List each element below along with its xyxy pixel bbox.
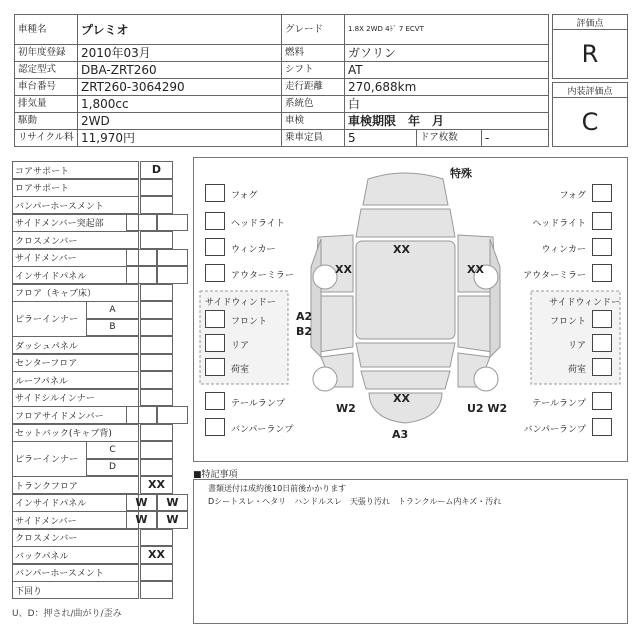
- row-mark-left: [126, 249, 157, 267]
- checkbox-left-3[interactable]: [205, 264, 225, 282]
- car-name-value: プレミオ: [77, 14, 282, 45]
- row-label: ルーフパネル: [12, 371, 139, 389]
- row-label: フロアサイドメンバー: [12, 406, 139, 424]
- notes-line-1: 書類送付は成約後10日前後かかります: [208, 484, 347, 493]
- row-mark: [140, 354, 173, 372]
- chassis-label: 車台番号: [14, 78, 78, 96]
- checkbox-right-0[interactable]: [592, 184, 612, 202]
- displacement-label: 排気量: [14, 95, 78, 113]
- checkbox-bottom-left-0[interactable]: [205, 392, 225, 410]
- label-bottom-right: テールランプ: [532, 399, 586, 409]
- row-mark: [140, 336, 173, 354]
- row-label: バンパーホースメント: [12, 196, 139, 214]
- side-window-left-title: サイドウィンドー: [205, 298, 276, 308]
- mileage-label: 走行距離: [281, 78, 345, 96]
- row-label: バックパネル: [12, 546, 139, 564]
- fuel-label: 燃料: [281, 44, 345, 62]
- checkbox-left-1[interactable]: [205, 212, 225, 230]
- row-label: クロスメンバー: [12, 529, 139, 547]
- row-mark: XX: [140, 476, 173, 494]
- label-side-right: リア: [567, 341, 586, 351]
- model-value: DBA-ZRT260: [77, 61, 282, 79]
- checkbox-bottom-right-1[interactable]: [592, 418, 612, 436]
- label-left-item: フォグ: [231, 191, 258, 201]
- chassis-value: ZRT260-3064290: [77, 78, 282, 96]
- capacity-label: 乗車定員: [281, 129, 345, 147]
- checkbox-bottom-left-1[interactable]: [205, 418, 225, 436]
- label-side-right: 荷室: [567, 365, 586, 375]
- inspection-value: 車検期限 年 月: [344, 112, 549, 130]
- row-mark-right: [157, 266, 188, 284]
- wheel-rear-left: [313, 367, 337, 391]
- row-mark-box: [140, 441, 173, 459]
- row-mark-box: [140, 319, 173, 337]
- color-label: 系統色: [281, 95, 345, 113]
- row-label: コアサポート: [12, 161, 139, 179]
- label-side-right: フロント: [549, 317, 586, 327]
- special-title: 特殊: [450, 167, 472, 180]
- label-side-left: フロント: [231, 317, 268, 327]
- row-label: フロア（キャブ床）: [12, 284, 139, 302]
- row-label: インサイドパネル: [12, 266, 139, 284]
- label-right-item: ヘッドライト: [532, 219, 586, 229]
- row-label: トランクフロア: [12, 476, 139, 494]
- row-mark-box: [140, 301, 173, 319]
- row-label: クロスメンバー: [12, 231, 139, 249]
- row-label: サイドメンバー突起部: [12, 214, 139, 232]
- fuel-value: ガソリン: [344, 44, 549, 62]
- mark-w2-left: W2: [336, 402, 356, 415]
- grade-value: 1.8X 2WD 4ﾄﾞ 7 ECVT: [344, 14, 549, 45]
- row-label: ダッシュパネル: [12, 336, 139, 354]
- row-mark: [140, 581, 173, 599]
- checkbox-side-left-0[interactable]: [205, 310, 225, 328]
- checkbox-side-right-0[interactable]: [592, 310, 612, 328]
- mark-mirror-left: XX: [335, 263, 352, 276]
- reg-label: 初年度登録: [14, 44, 78, 62]
- eval-label: 評価点: [552, 14, 628, 30]
- side-window-right-title: サイドウィンドー: [549, 298, 620, 308]
- row-sub-label: D: [86, 459, 139, 477]
- row-label: サイドメンバー: [12, 249, 139, 267]
- row-mark: XX: [140, 546, 173, 564]
- label-side-left: リア: [231, 341, 250, 351]
- recycle-value: 11,970円: [77, 129, 282, 147]
- recycle-label: リサイクル料: [14, 129, 78, 147]
- shift-label: シフト: [281, 61, 345, 79]
- car-name-label: 車種名: [14, 14, 78, 45]
- row-label: センターフロア: [12, 354, 139, 372]
- row-label: サイドシルインナー: [12, 389, 139, 407]
- label-left-item: ウィンカー: [231, 245, 276, 255]
- row-label: ピラーインナー: [12, 301, 87, 337]
- row-sub-label: A: [86, 301, 139, 319]
- mark-mirror-right: XX: [467, 263, 484, 276]
- notes-title: ■特記事項: [193, 470, 238, 480]
- label-right-item: ウィンカー: [541, 245, 586, 255]
- row-mark: [140, 424, 173, 442]
- row-mark: [140, 196, 173, 214]
- row-mark: [140, 284, 173, 302]
- doors-value: -: [481, 129, 549, 147]
- row-mark: [140, 529, 173, 547]
- mark-a3: A3: [392, 428, 409, 441]
- checkbox-left-0[interactable]: [205, 184, 225, 202]
- model-label: 認定型式: [14, 61, 78, 79]
- mark-u2w2: U2 W2: [467, 402, 508, 415]
- row-mark-left: W: [126, 494, 157, 512]
- capacity-value: 5: [344, 129, 417, 147]
- checkbox-left-2[interactable]: [205, 238, 225, 256]
- label-bottom-left: テールランプ: [231, 399, 285, 409]
- checkbox-right-2[interactable]: [592, 238, 612, 256]
- row-mark-right: [157, 214, 188, 232]
- checkbox-right-3[interactable]: [592, 264, 612, 282]
- drive-label: 駆動: [14, 112, 78, 130]
- row-mark: [140, 231, 173, 249]
- row-mark-right: [157, 249, 188, 267]
- wheel-front-left: [313, 265, 337, 289]
- label-bottom-right: バンパーランプ: [523, 425, 586, 435]
- row-mark: [140, 371, 173, 389]
- row-label: ロアサポート: [12, 179, 139, 197]
- row-sub-label: C: [86, 441, 139, 459]
- row-mark-left: [126, 266, 157, 284]
- row-mark: [140, 179, 173, 197]
- label-right-item: フォグ: [559, 191, 586, 201]
- wheel-rear-right: [474, 367, 498, 391]
- displacement-value: 1,800cc: [77, 95, 282, 113]
- inspection-label: 車検: [281, 112, 345, 130]
- row-label: サイドメンバー: [12, 511, 139, 529]
- row-label: バンパーホースメント: [12, 564, 139, 582]
- checkbox-bottom-right-0[interactable]: [592, 392, 612, 410]
- row-label: インサイドパネル: [12, 494, 139, 512]
- label-left-item: アウターミラー: [231, 271, 294, 281]
- checkbox-right-1[interactable]: [592, 212, 612, 230]
- checkbox-side-right-1[interactable]: [592, 334, 612, 352]
- checkbox-side-left-2[interactable]: [205, 358, 225, 376]
- row-mark: [140, 389, 173, 407]
- mark-rear: XX: [393, 392, 410, 405]
- row-label: ピラーインナー: [12, 441, 87, 477]
- row-mark-right: W: [157, 494, 188, 512]
- row-label: 下回り: [12, 581, 139, 599]
- label-bottom-left: バンパーランプ: [231, 425, 294, 435]
- row-label: セットバック(キャブ背): [12, 424, 139, 442]
- row-mark-box: [140, 459, 173, 477]
- legend-note: U、D：押され/曲がり/歪み: [12, 609, 122, 619]
- row-mark-left: [126, 214, 157, 232]
- mark-roof: XX: [393, 243, 410, 256]
- drive-value: 2WD: [77, 112, 282, 130]
- label-side-left: 荷室: [231, 365, 250, 375]
- row-mark: [140, 564, 173, 582]
- color-value: 白: [344, 95, 549, 113]
- row-mark-right: W: [157, 511, 188, 529]
- row-mark-left: W: [126, 511, 157, 529]
- checkbox-side-right-2[interactable]: [592, 358, 612, 376]
- row-sub-label: B: [86, 319, 139, 337]
- interior-label: 内装評価点: [552, 82, 628, 98]
- mark-a2: A2: [296, 310, 313, 323]
- shift-value: AT: [344, 61, 549, 79]
- row-mark: D: [140, 161, 173, 179]
- reg-value: 2010年03月: [77, 44, 282, 62]
- row-mark-right: [157, 406, 188, 424]
- label-left-item: ヘッドライト: [231, 219, 285, 229]
- label-right-item: アウターミラー: [523, 271, 586, 281]
- notes-line-2: Dシートスレ・ヘタリ ハンドルスレ 天張り汚れ トランクルーム内キズ・汚れ: [208, 497, 502, 506]
- doors-label: ドア枚数: [416, 129, 482, 147]
- car-silhouette: [193, 157, 628, 462]
- grade-label: グレード: [281, 14, 345, 45]
- mileage-value: 270,688km: [344, 78, 549, 96]
- interior-value: C: [581, 108, 599, 136]
- row-mark-left: [126, 406, 157, 424]
- front-bumper-shape: [363, 173, 448, 205]
- checkbox-side-left-1[interactable]: [205, 334, 225, 352]
- mark-b2: B2: [296, 325, 313, 338]
- eval-value: R: [581, 40, 599, 68]
